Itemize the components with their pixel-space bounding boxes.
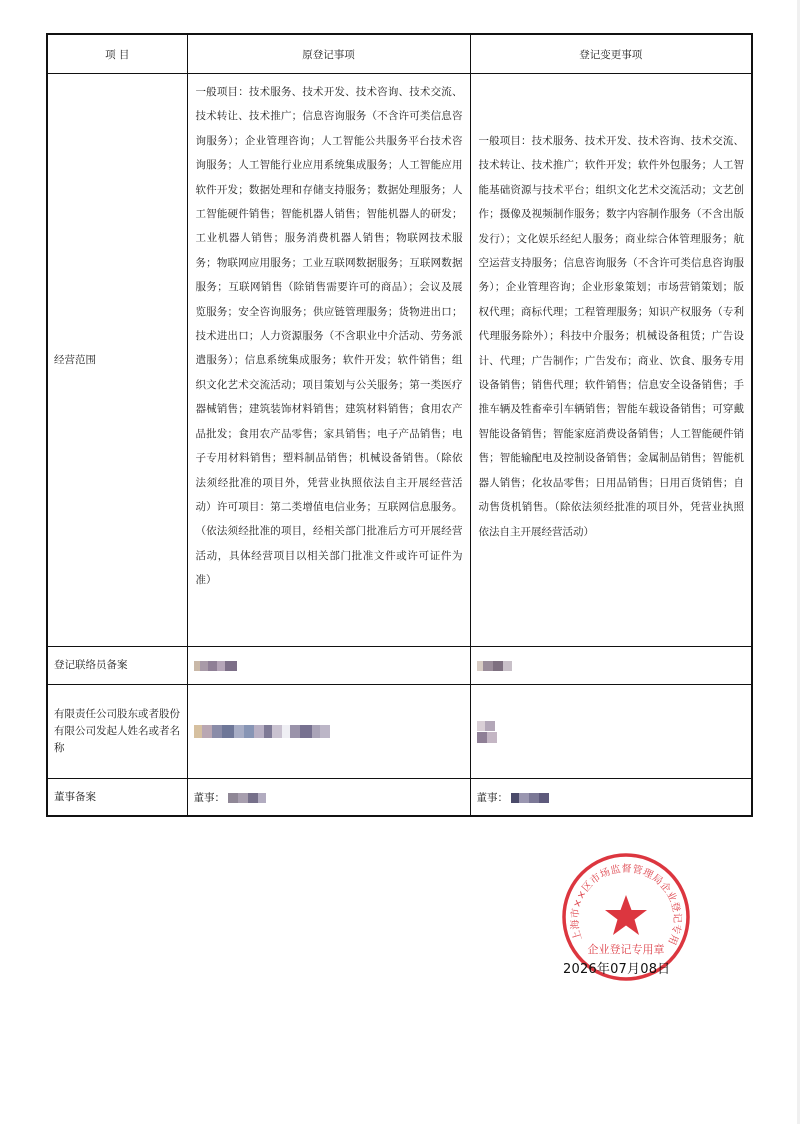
header-item: 项 目 [47, 34, 187, 74]
business-scope-label: 经营范围 [47, 74, 187, 647]
registration-change-table [46, 33, 753, 817]
liaison-original-value [187, 647, 470, 685]
header-original: 原登记事项 [187, 34, 470, 74]
business-scope-original: 一般项目：技术服务、技术开发、技术咨询、技术交流、技术转让、技术推广；信息咨询服务（不含许可类信息咨询服务）；企业管理咨询；人工智能公共服务平台技术咨询服务；人工智能行业应用系统集成服务；人工智能应用软件开发；数据处理和存储支持服务；数据处理服务；人工智能硬件销售；智能机器人销售；智能机器人的研发；工业机器人销售；服务消费机器人销售；物联网技术服务；物联网应用服务；工业互联网数据服务；互联网数据服务；互联网销售（除销售需要许可的商品）；会议及展览服务；安全咨询服务；供应链管理服务；货物进出口；技术进出口；人力资源服务（不含职业中介活动、劳务派遣服务）；信息系统集成服务；软件开发；软件销售；组织文化艺术交流活动；项目策划与公关服务；第一类医疗器械销售；建筑装饰材料销售；建筑材料销售；食用农产品批发；食用农产品零售；家具销售；电子产品销售；电子专用材料销售；塑料制品销售；机械设备销售。（除依法须经批准的项目外，凭营业执照依法自主开展经营活动）许可项目：第二类增值电信业务；互联网信息服务。（依法须经批准的项目，经相关部门批准后方可开展经营活动，具体经营项目以相关部门批准文件或许可证件为准） [195, 86, 463, 587]
liaison-row [47, 647, 752, 685]
redacted-name [511, 793, 549, 803]
table-header-row [47, 34, 752, 74]
svg-text:上海市××区市场监督管理局企业登记专用章: 上海市××区市场监督管理局企业登记专用 [569, 863, 683, 947]
shareholders-changed-value [470, 685, 752, 779]
header-changed: 登记变更事项 [470, 34, 752, 74]
directors-original-value [187, 779, 470, 817]
shareholders-label: 有限责任公司股东或者股份有限公司发起人姓名或者名称 [47, 685, 187, 779]
redacted-name [477, 661, 512, 671]
directors-changed-value [470, 779, 752, 817]
liaison-changed-value [470, 647, 752, 685]
business-scope-changed-cell [470, 74, 752, 647]
issue-date: 2026年07月08日 [563, 962, 671, 977]
liaison-label: 登记联络员备案 [47, 647, 187, 685]
director-prefix: 董事： [476, 791, 508, 804]
redacted-name [228, 793, 266, 803]
business-scope-changed: 一般项目：技术服务、技术开发、技术咨询、技术交流、技术转让、技术推广；软件开发；软件外包服务；人工智能基础资源与技术平台；组织文化艺术交流活动；文艺创作；摄像及视频制作服务；数字内容制作服务（不含出版发行）；文化娱乐经纪人服务；商业综合体管理服务；航空运营支持服务；信息咨询服务（不含许可类信息咨询服务）；企业管理咨询；企业形象策划；市场营销策划；版权代理；商标代理；工程管理服务；知识产权服务（专利代理服务除外）；科技中介服务；机械设备租赁；广告设计、代理；广告制作；广告发布；商业、饮食、服务专用设备销售；销售代理；软件销售；信息安全设备销售；手推车辆及牲畜牵引车辆销售；智能车载设备销售；可穿戴智能设备销售；智能家庭消费设备销售；人工智能硬件销售；智能输配电及控制设备销售；金属制品销售；智能机器人销售；化妆品零售；日用品销售；日用百货销售；自动售货机销售。（除依法须经批准的项目外，凭营业执照依法自主开展经营活动） [478, 135, 744, 538]
redacted-name [194, 661, 237, 671]
shareholders-original-value [187, 685, 470, 779]
shareholders-row [47, 685, 752, 779]
business-scope-original-cell [187, 74, 470, 647]
svg-text:企业登记专用章: 企业登记专用章 [587, 943, 665, 956]
redacted-name [194, 725, 330, 738]
directors-label: 董事备案 [47, 779, 187, 817]
business-scope-row [47, 74, 752, 647]
director-prefix: 董事： [193, 791, 225, 804]
directors-row [47, 779, 752, 817]
redacted-name [477, 721, 507, 743]
